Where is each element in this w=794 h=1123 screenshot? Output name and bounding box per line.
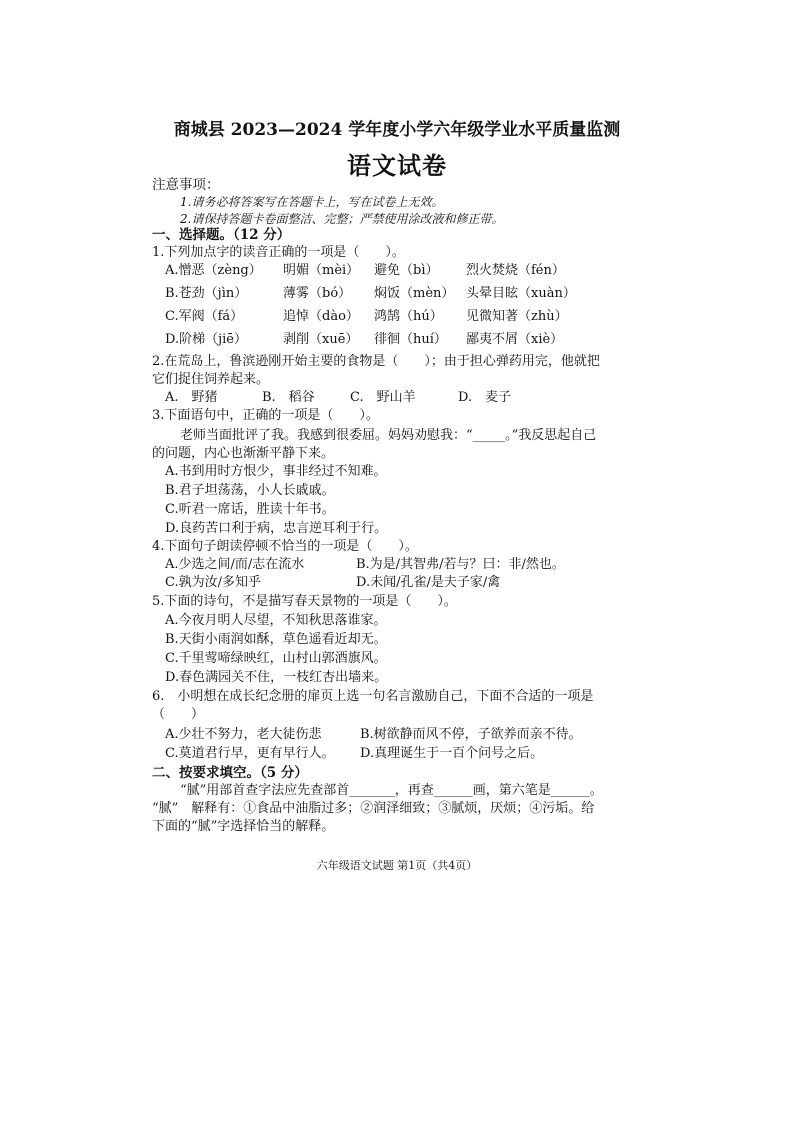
option: C.莫道君行早，更有早行人。: [165, 746, 335, 761]
question-stem: 6. 小明想在成长纪念册的扉页上选一句名言激励自己，下面不合适的一项是: [152, 689, 594, 704]
option: 鄙夷不屑（xiè）: [466, 332, 564, 347]
question-stem: 4.下面句子朗读停顿不恰当的一项是（ ）。: [152, 539, 418, 554]
option: C.千里莺啼绿映红，山村山郭酒旗风。: [165, 651, 387, 666]
section-heading: 二、按要求填空。（5 分）: [152, 765, 308, 781]
option: B.树欲静而风不停，子欲养而亲不待。: [360, 727, 582, 742]
option: 徘徊（huí）: [374, 332, 447, 347]
option: 明媚（mèi）: [283, 263, 360, 278]
option: A.憎恶（zèng）: [165, 263, 262, 278]
option: A.少选之间/而/志在流水: [165, 557, 305, 572]
option: 薄雾（bó）: [283, 286, 352, 301]
question-stem: 2.在荒岛上，鲁滨逊刚开始主要的食物是（ ）；由于担心弹药用完，他就把: [152, 354, 600, 369]
option: B.苍劲（jìn）: [165, 286, 248, 301]
option: 焖饭（mèn）: [374, 286, 455, 301]
exam-title: 商城县 2023—2024 学年度小学六年级学业水平质量监测: [173, 120, 621, 140]
option: C.军阀（fá）: [165, 309, 244, 324]
option: D.阶梯（jiē）: [165, 332, 247, 347]
option: D. 麦子: [458, 390, 512, 405]
option: D.良药苦口利于病，忠言逆耳利于行。: [165, 521, 388, 536]
section-heading: 一、选择题。（12 分）: [152, 227, 291, 243]
notice-heading: 注意事项：: [152, 177, 220, 193]
question-stem: （ ）: [152, 707, 205, 722]
notice-item: 2.请保持答题卡卷面整洁、完整；严禁使用涂改液和修正带。: [180, 212, 504, 226]
option: 见微知著（zhù）: [466, 309, 568, 324]
option: 剥削（xuē）: [283, 332, 359, 347]
notice-item: 1.请务必将答案写在答题卡上，写在试卷上无效。: [180, 195, 444, 209]
option: A.书到用时方恨少，事非经过不知难。: [165, 464, 387, 479]
option: 追悼（dào）: [283, 309, 359, 324]
question-stem: 5.下面的诗句，不是描写春天景物的一项是（ ）。: [152, 594, 457, 609]
option: B.为是/其智弗/若与？曰：非/然也。: [356, 557, 565, 572]
fill-in-line: “腻”用部首查字法应先查部首_______，再查______画，第六笔是______。: [180, 783, 603, 798]
option: D.春色满园关不住，一枝红杏出墙来。: [165, 670, 388, 685]
option: C. 野山羊: [350, 390, 416, 405]
fill-in-line: “腻” 解释有：①食品中油脂过多；②润泽细致；③腻烦，厌烦；④污垢。给: [152, 801, 595, 816]
page-footer: 六年级语文试题 第1页（共4页）: [316, 859, 478, 872]
question-stem: 3.下面语句中，正确的一项是（ ）。: [152, 408, 379, 423]
question-context: 的问题，内心也渐渐平静下来。: [152, 446, 335, 461]
question-stem: 1.下列加点字的读音正确的一项是（ ）。: [152, 245, 405, 260]
fill-in-line: 下面的“腻”字选择恰当的解释。: [152, 819, 335, 834]
option: A. 野猪: [165, 390, 218, 405]
option: D.未闻/孔雀/是夫子家/禽: [356, 575, 501, 590]
option: B.天街小雨润如酥，草色遥看近却无。: [165, 632, 387, 647]
option: 烈火焚烧（fén）: [466, 263, 565, 278]
question-context: 老师当面批评了我。我感到很委屈。妈妈劝慰我：“_____。”我反思起自己: [180, 428, 597, 443]
option: B. 稻谷: [262, 390, 315, 405]
option: C.听君一席话，胜读十年书。: [165, 502, 335, 517]
option: A.少壮不努力，老大徒伤悲: [165, 727, 322, 742]
option: B.君子坦荡荡，小人长戚戚。: [165, 483, 335, 498]
option: 鸿鹄（hú）: [374, 309, 443, 324]
option: 头晕目眩（xuàn）: [466, 286, 576, 301]
option: A.今夜月明人尽望，不知秋思落谁家。: [165, 613, 387, 628]
option: 避免（bì）: [374, 263, 439, 278]
question-stem: 它们捉住饲养起来。: [152, 372, 270, 387]
option: D.真理诞生于一百个问号之后。: [360, 746, 544, 761]
option: C.孰为汝/多知乎: [165, 575, 261, 590]
exam-subtitle: 语文试卷: [347, 151, 447, 180]
